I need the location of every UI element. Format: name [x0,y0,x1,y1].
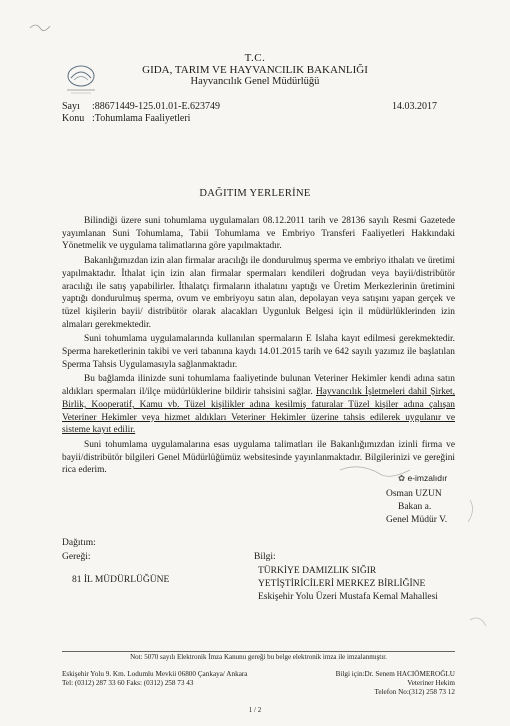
bilgi-label: Bilgi: [254,552,276,562]
footer-address-line-2: Tel: (0312) 287 33 60 Faks: (0312) 258 73 43 [62,679,194,687]
konu-label: Konu [62,113,85,124]
footer-contact-line-2: Veteriner Hekim [407,679,455,687]
bilgi-line-3: Eskişehir Yolu Üzeri Mustafa Kemal Mahallesi [258,592,438,602]
dagitim-label: Dağıtım: [62,538,96,548]
paragraph-3: Suni tohumlama uygulamalarında kullanılan spermaların E Islaha kayıt edilmesi gerekmektedir. Sperma hareketlerinin takibi ve veri tabanına kaydı 14.01.2015 tarih ve 642 sayılı yazımız ile başlatılan Sperma Tahsis Uygulamasıyla sağlanmaktadır. [62,334,455,370]
header-country: T.C. [244,52,266,64]
bilgi-line-1: TÜRKİYE DAMIZLIK SIĞIR [258,566,377,576]
signer-name: Osman UZUN [386,489,442,499]
document-date: 14.03.2017 [392,101,437,112]
footer-address-line-1: Eskişehir Yolu 9. Km. Lodumlu Mevkii 06800 Çankaya/ Ankara [62,670,248,678]
bilgi-line-2: YETİŞTİRİCİLERİ MERKEZ BİRLİĞİNE [258,579,426,589]
signer-title-1: Bakan a. [398,502,432,512]
document-title: DAĞITIM YERLERİNE [199,188,311,199]
e-signature-text: e-imzalıdır [407,473,448,483]
e-signature-law-note: Not: 5070 sayılı Elektronik İmza Kanunu gereği bu belge elektronik imza ile imzalanmıştır. [62,651,455,661]
sayi-label: Sayı [62,101,80,112]
header-ministry: GIDA, TARIM VE HAYVANCILIK BAKANLIĞI [142,64,368,76]
page-number: 1 / 2 [248,706,262,714]
signer-title-2: Genel Müdür V. [386,515,448,525]
footer-contact-line-1: Bilgi için:Dr. Senem HACIÖMEROĞLU [335,670,455,678]
e-signature-icon: ✿ [398,473,408,483]
footer-contact [336,670,455,697]
paragraph-5: Suni tohumlama uygulamalarına esas uygulama talimatları ile Bakanlığımızdan izinli firma ve bayii/distribütör bilgileri Genel Müdürlüğümüz websitesinde yayınlanmaktadır. Bilgilerinizi ve gereğini rica ederim. [62,439,455,476]
paragraph-4-part-1: Bu bağlamda ilinizde suni tohumlama faaliyetinde bulunan Veteriner Hekimler kendi adına satın aldıkları spermaları il/ilçe müdürlüklerine bildirir tahsisini sağlar. [62,374,455,398]
geregi-label: Gereği: [62,552,91,562]
footer-contact-line-3: Telefon No:(312) 258 73 12 [374,688,455,696]
geregi-value: 81 İL MÜDÜRLÜĞÜNE [72,575,170,585]
paragraph-4 [62,373,455,437]
e-signature-note [398,473,447,484]
letter-body [62,215,455,479]
paragraph-4-underlined: Hayvancılık İşletmeleri dahil Şirket, Birlik, Kooperatif, Kamu vb. Tüzel kişilikler adına kesilmiş faturalar Tüzel kişiler adına çalışan Veteriner Hekimler veya hizmet aldıkları Veteriner Hekimler üzerine tahsis edilerek uygulanır ve sisteme kayıt edilir. [62,387,456,436]
header-directorate: Hayvancılık Genel Müdürlüğü [190,76,320,87]
konu-value: :Tohumlama Faaliyetleri [92,113,191,124]
paragraph-2: Bakanlığımızdan izin alan firmalar aracılığı ile dondurulmuş sperma ve embriyo ithalatı ve üretimi yapılmaktadır. İthalat için izin alan firmalar spermaları kendileri doğrudan veya bayii/distribütör aracılığı ile satış yapabilirler. İthalatçı firmaların ithalatını yaptığı ve Üretim Merkezlerinin üretimini yaptığı dondurulmuş sperma, ovum ve embriyoyu satın alan, depolayan veya satışını yapan gerçek ve tüzel kişilerin bayii/ distribütör olarak alacakları Uygunluk Belgesi için il müdürlüklerinden izin almaları gerekmektedir. [62,256,455,330]
footer-address [62,670,247,688]
sayi-value: :88671449-125.01.01-E.623749 [92,101,221,112]
paragraph-1: Bilindiği üzere suni tohumlama uygulamaları 08.12.2011 tarih ve 28136 sayılı Resmi Gazetede yayımlanan Suni Tohumlama, Tabii Tohumlama ve Embriyo Transferi Faaliyetleri Hakkındaki Yönetmelik ve uygulama talimatlarına göre yapılmaktadır. [62,216,455,252]
